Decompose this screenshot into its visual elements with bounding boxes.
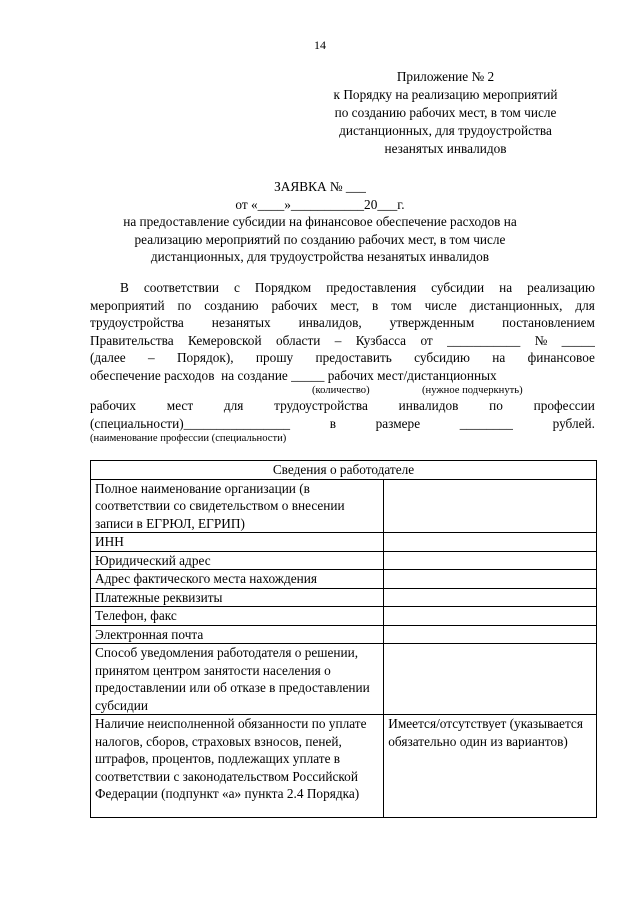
table-row [91,588,597,607]
word: на [492,350,506,365]
word: области [275,332,321,348]
row-value: Имеется/отсутствует (указывается обязательно один из вариантов) [384,715,597,818]
word: Порядком [254,280,312,295]
word: числе [424,297,457,313]
word: соответствии [143,280,219,295]
word: утвержденным [389,315,475,330]
title-subtitle-line: на предоставление субсидии на финансовое обеспечение расходов на [123,214,517,229]
word: – [334,332,342,348]
row-value [384,533,597,552]
word: рабочих [271,297,318,313]
body-line [90,314,595,332]
title-subtitle-line: реализацию мероприятий по созданию рабочих мест, в том числе [134,231,506,247]
word: созданию [204,297,259,313]
body-line [90,397,595,415]
word: реализацию [527,280,595,295]
row-label: Полное наименование организации (в соответствии со свидетельством о внесении записи в ЕГРЮЛ, ЕГРИП) [91,479,384,533]
row-value [384,479,597,533]
table-row [91,625,597,644]
body-line [90,367,595,385]
table-row [91,479,597,533]
word: _____ [561,332,595,348]
word: по [489,398,503,413]
word: № [534,332,548,348]
word: Кемеровской [188,332,262,348]
word: предоставления [326,280,417,295]
word: обеспечение расходов на создание _____ рабочих мест/дистанционных [90,367,497,383]
word: мест [166,398,194,413]
body-line [90,415,595,433]
table-header-row [91,461,597,480]
row-value [384,644,597,715]
word: (далее [90,350,126,365]
word: инвалидов [398,398,459,413]
word: для [223,398,244,413]
hint-profession: (наименование профессии (специальности) [90,433,287,444]
word: в [329,415,336,431]
row-label: Адрес фактического места нахождения [91,570,384,589]
body-line [90,332,595,350]
table-row [91,551,597,570]
word: В [120,280,129,295]
row-label: Юридический адрес [91,551,384,570]
word: Правительства [90,332,174,348]
table-row [91,644,597,715]
word: постановлением [502,315,595,330]
word: том [391,297,412,313]
appendix-line: дистанционных, для трудоустройства [339,123,552,138]
row-label: Способ уведомления работодателя о решении, принятом центром занятости населения о предоставлении или об отказе в предоставлении субсидии [91,644,384,715]
word: в [372,297,379,313]
word: незанятых [211,315,271,330]
body-paragraph [90,279,595,445]
table-row [91,570,597,589]
hint-underline: (нужное подчеркнуть) [422,385,523,396]
word: трудоустройства [90,315,184,330]
page-number: 14 [314,38,326,52]
table-row [91,607,597,626]
appendix-line: к Порядку на реализацию мероприятий [333,87,558,102]
row-value [384,607,597,626]
body-line [90,349,595,367]
word: Порядок), [176,350,234,365]
word: ________ [459,415,513,431]
word: от [420,332,433,348]
word: Кузбасса [355,332,407,348]
table-row [91,715,597,818]
word: с [233,280,240,295]
word: предоставить [315,350,392,365]
row-label: ИНН [91,533,384,552]
word: профессии [533,398,595,413]
row-label: Наличие неисполненной обязанности по уплате налогов, сборов, страховых взносов, пеней, штрафов, процентов, подлежащих уплате в соответствии с законодательством Российской Федерации (подпункт «а» пункта 2.4 Порядка) [91,715,384,818]
word: мест, [330,297,360,313]
row-value [384,551,597,570]
body-line [90,279,595,297]
title-date-line: от «____»___________20___г. [235,196,405,212]
word: – [147,350,155,365]
row-value [384,588,597,607]
title-subtitle-line: дистанционных, для трудоустройства незанятых инвалидов [150,249,490,264]
row-value [384,570,597,589]
word: (специальности)________________ [90,415,291,431]
word: дистанционных, [469,297,563,313]
row-label: Телефон, факс [91,607,384,626]
word: по [177,297,192,313]
word: инвалидов, [298,315,362,330]
word: трудоустройства [274,398,368,413]
body-line [90,297,595,315]
row-label: Электронная почта [91,625,384,644]
word: субсидию [414,350,470,365]
word: размере [375,415,421,431]
appendix-line: по созданию рабочих мест, в том числе [334,105,557,120]
word: субсидии [431,280,485,295]
document-title [0,178,640,266]
word: на [499,280,513,295]
hint-quantity: (количество) [312,385,370,396]
row-value [384,625,597,644]
word: прошу [255,350,294,365]
appendix-line: Приложение № 2 [396,69,495,84]
title-heading: ЗАЯВКА № ___ [274,179,366,194]
table-row [91,533,597,552]
word: рублей. [552,415,595,431]
employer-info-table [90,460,597,818]
hint-row [90,384,595,397]
word: ___________ [447,332,521,348]
word: рабочих [90,398,137,413]
table-header: Сведения о работодателе [91,461,597,480]
appendix-line: незанятых инвалидов [384,141,507,156]
appendix-block [318,68,573,158]
word: для [575,297,595,313]
row-label: Платежные реквизиты [91,588,384,607]
word: финансовое [527,350,595,365]
word: мероприятий [90,297,165,313]
